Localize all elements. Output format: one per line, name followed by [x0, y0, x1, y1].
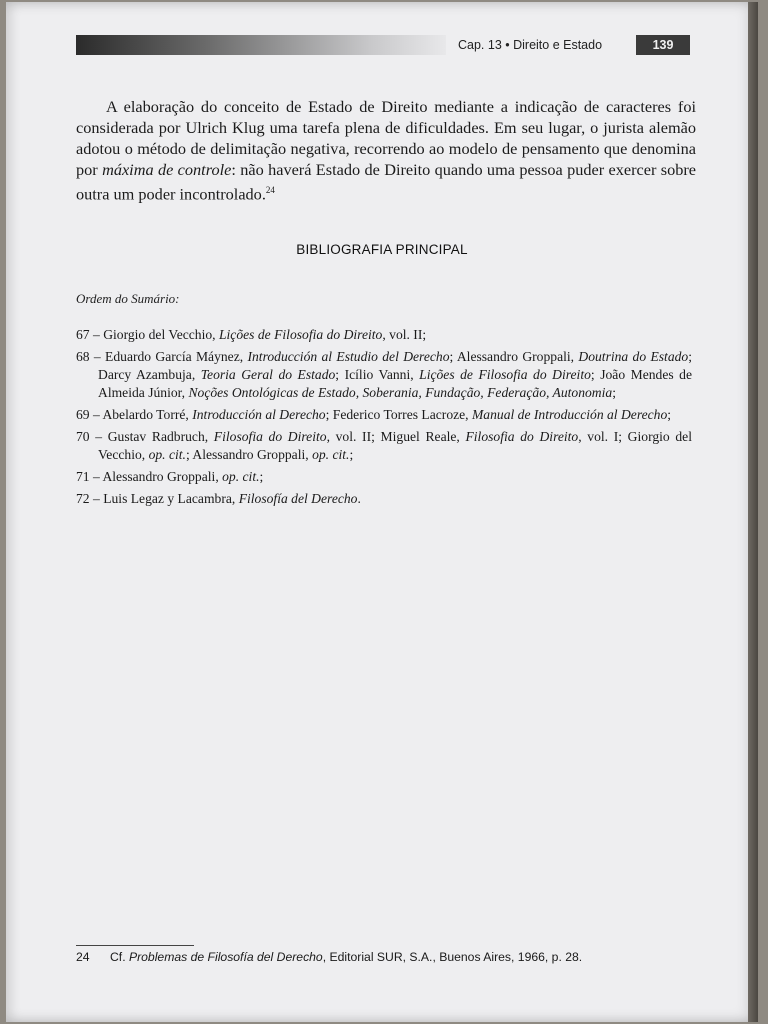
bibliography-work-title: Lições de Filosofia do Direito [419, 367, 591, 382]
bibliography-entry-number: 68 – [76, 349, 106, 364]
bibliography-work-title: Introducción al Derecho [192, 407, 326, 422]
page-edge-shadow [748, 2, 758, 1022]
book-page [6, 2, 758, 1022]
bibliography-text: Alessandro Groppali, [102, 469, 223, 484]
summary-order-label: Ordem do Sumário: [76, 291, 180, 306]
bibliography-text: . [357, 491, 361, 506]
bibliography-text: Eduardo García Máynez, [105, 349, 248, 364]
paragraph-text-start: A elaboração do conceito de Estado de Direito mediante a indicação de caracteres foi considerada por Ulrich Klug uma tarefa plena de dificuldades. Em seu lugar, o jurista alemão adotou o método de delimitação negativa, recorrendo ao modelo de pensamento que denomina por [76, 97, 696, 179]
bibliography-text: , vol. II; [382, 327, 427, 342]
bibliography-entry-number: 69 – [76, 407, 103, 422]
bibliography-text: ; [259, 469, 264, 484]
bibliography-work-title: Filosofía del Derecho [238, 491, 358, 506]
footnote-suffix: , Editorial SUR, S.A., Buenos Aires, 1966, p. 28. [322, 950, 583, 964]
footnote [76, 950, 716, 964]
bibliography-entry-number: 67 – [76, 327, 104, 342]
bibliography-work-title: Noções Ontológicas de Estado, Soberania, Fundação, Federação, Autonomia [188, 385, 613, 400]
header-gradient-bar [76, 35, 446, 55]
page-number-badge: 139 [636, 35, 690, 55]
bibliography-text: Luis Legaz y Lacambra, [103, 491, 239, 506]
bibliography-entry [76, 348, 692, 402]
bibliography-entry [76, 406, 692, 424]
footnote-reference: 24 [265, 185, 275, 195]
bibliography-entry-number: 70 – [76, 429, 108, 444]
bibliography-text: ; [349, 447, 354, 462]
bibliography-work-title: Manual de Introducción al Derecho [471, 407, 668, 422]
bibliography-text: ; Federico Torres Lacroze, [325, 407, 472, 422]
bibliography-list [76, 326, 692, 512]
bibliography-text: Giorgio del Vecchio, [103, 327, 219, 342]
running-header-chapter: Cap. 13 • Direito e Estado [458, 38, 603, 52]
bibliography-entry-number: 71 – [76, 469, 103, 484]
bibliography-text: ; João Mendes de Almeida Júnior, [98, 367, 692, 400]
footnote-prefix: Cf. [110, 950, 129, 964]
bibliography-text: ; [667, 407, 672, 422]
bibliography-work-title: Filosofia do Direito [213, 429, 327, 444]
bibliography-work-title: Lições de Filosofia do Direito [218, 327, 383, 342]
bibliography-text: ; Alessandro Groppali, [185, 447, 313, 462]
bibliography-work-title: op. cit. [148, 447, 186, 462]
paragraph-text-end: : não haverá Estado de Direito quando uma pessoa puder exercer sobre outra um poder incontrolado. [76, 160, 697, 204]
paragraph-emphasis: máxima de controle [102, 160, 232, 179]
bibliography-entry-number: 72 – [76, 491, 104, 506]
bibliography-entry [76, 428, 692, 464]
bibliography-text: ; Icílio Vanni, [335, 367, 420, 382]
footnote-divider [76, 945, 194, 946]
bibliography-text: Abelardo Torré, [102, 407, 193, 422]
bibliography-work-title: op. cit. [312, 447, 350, 462]
bibliography-work-title: Teoria Geral do Estado [200, 367, 336, 382]
section-title: BIBLIOGRAFIA PRINCIPAL [296, 242, 468, 257]
bibliography-work-title: op. cit. [222, 469, 260, 484]
bibliography-entry [76, 468, 692, 486]
bibliography-work-title: Introducción al Estudio del Derecho [247, 349, 450, 364]
footnote-title: Problemas de Filosofía del Derecho [128, 950, 323, 964]
body-paragraph [76, 96, 696, 204]
bibliography-text: , vol. II; Miguel Reale, [326, 429, 466, 444]
bibliography-text: ; [612, 385, 616, 400]
bibliography-text: ; Alessandro Groppali, [449, 349, 579, 364]
bibliography-text: ; Darcy Azambuja, [98, 349, 693, 382]
bibliography-work-title: Doutrina do Estado [578, 349, 689, 364]
bibliography-text: , vol. I; Giorgio del Vecchio, [98, 429, 692, 462]
bibliography-entry [76, 326, 692, 344]
bibliography-entry [76, 490, 692, 508]
bibliography-work-title: Filosofia do Direito [465, 429, 579, 444]
footnote-number: 24 [76, 950, 90, 964]
bibliography-text: Gustav Radbruch, [107, 429, 214, 444]
